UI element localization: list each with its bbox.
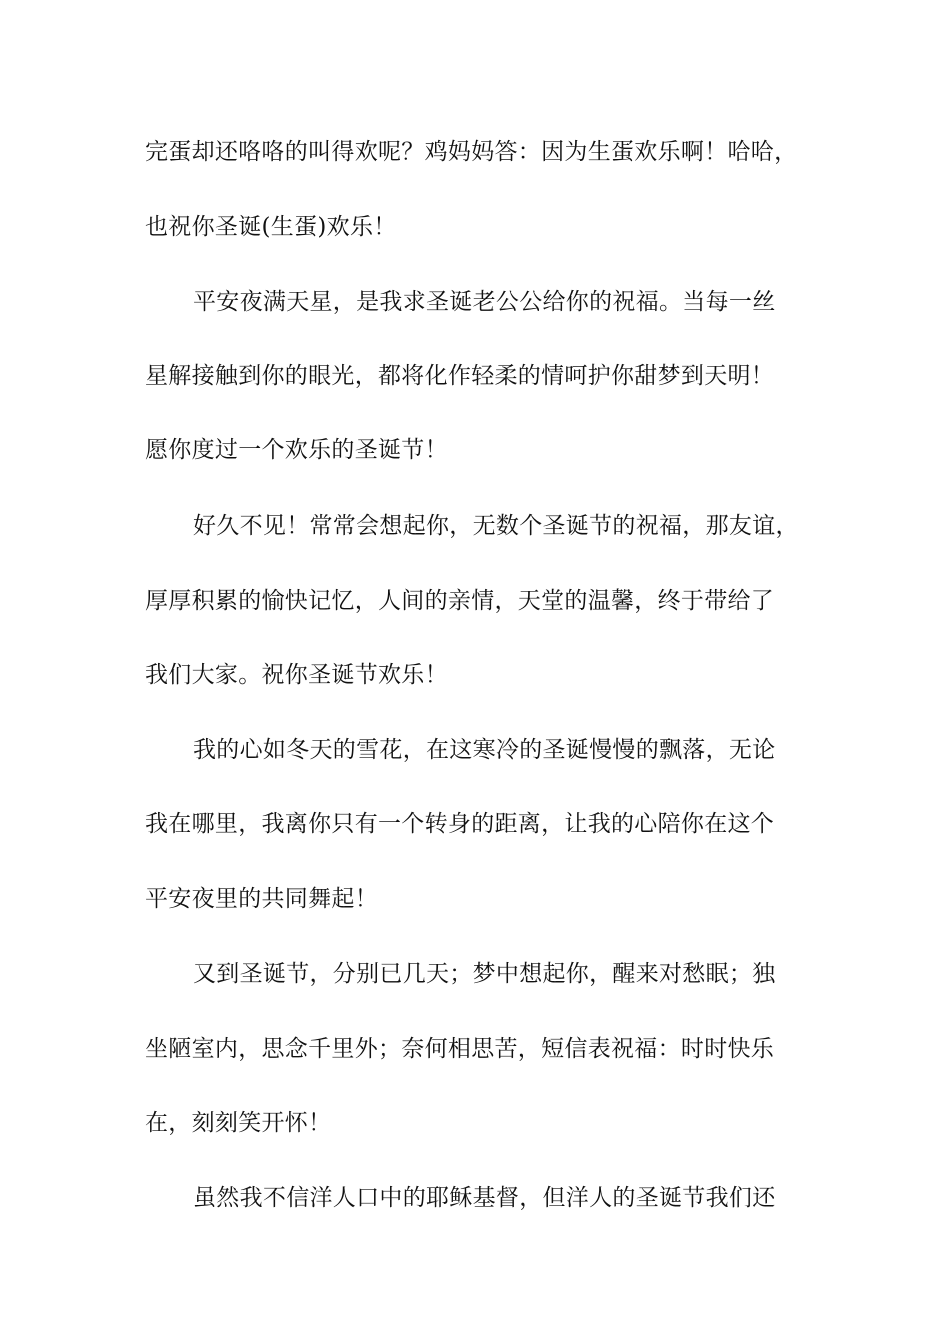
text-line: 完蛋却还咯咯的叫得欢呢？鸡妈妈答：因为生蛋欢乐啊！哈哈，: [145, 139, 798, 165]
paragraph-start-line: 虽然我不信洋人口中的耶稣基督，但洋人的圣诞节我们还: [193, 1185, 776, 1211]
text-line: 我在哪里，我离你只有一个转身的距离，让我的心陪你在这个: [145, 811, 775, 837]
paragraph-start-line: 我的心如冬天的雪花，在这寒冷的圣诞慢慢的飘落，无论: [193, 737, 776, 763]
paragraph-start-line: 又到圣诞节，分别已几天；梦中想起你，醒来对愁眠；独: [193, 961, 776, 987]
paragraph-start-line: 好久不见！常常会想起你，无数个圣诞节的祝福，那友谊，: [193, 513, 799, 539]
text-line: 我们大家。祝你圣诞节欢乐！: [145, 662, 448, 688]
paragraph-start-line: 平安夜满天星，是我求圣诞老公公给你的祝福。当每一丝: [193, 289, 776, 315]
text-line: 星解接触到你的眼光，都将化作轻柔的情呵护你甜梦到天明！: [145, 363, 775, 389]
text-line: 平安夜里的共同舞起！: [145, 886, 378, 912]
text-line: 也祝你圣诞(生蛋)欢乐！: [145, 214, 397, 240]
text-line: 坐陋室内，思念千里外；奈何相思苦，短信表祝福：时时快乐: [145, 1036, 775, 1062]
text-line: 厚厚积累的愉快记忆，人间的亲情，天堂的温馨，终于带给了: [145, 588, 775, 614]
text-line: 在，刻刻笑开怀！: [145, 1110, 332, 1136]
text-line: 愿你度过一个欢乐的圣诞节！: [145, 437, 448, 463]
